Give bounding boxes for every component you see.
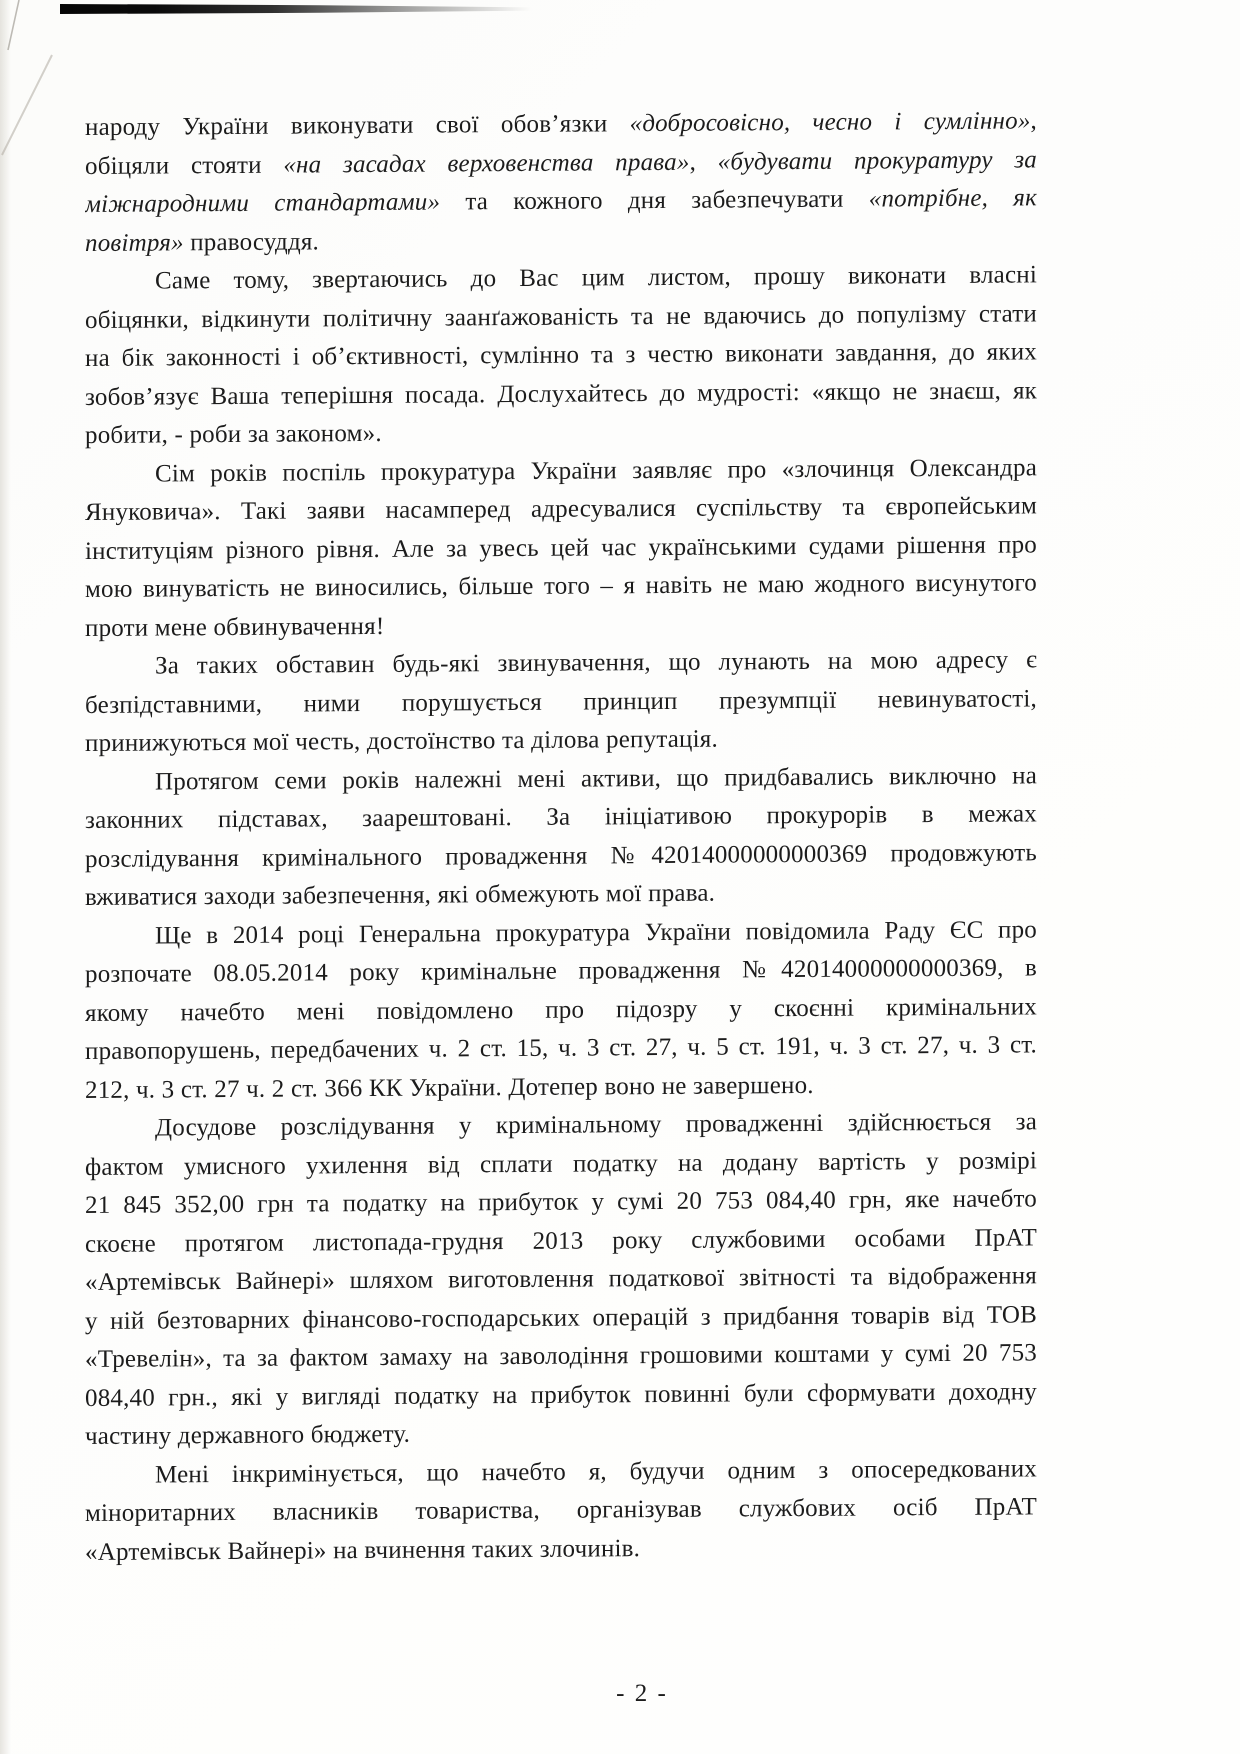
document-line-segment: 212, ч. 3 ст. 27 ч. 2 ст. 366 КК України. Дотепер воно не завершено. <box>85 1071 814 1104</box>
document-line <box>85 1103 1037 1148</box>
document-line <box>85 603 1037 648</box>
document-line <box>85 179 1037 224</box>
document-line <box>85 1219 1037 1264</box>
document-line-segment: законних підставах, заарештовані. За ініціативою прокурорів в межах <box>85 800 1037 834</box>
document-line-segment: безпідставними, ними порушується принцип презумпції невинуватості, <box>85 684 1037 719</box>
document-line-segment: Досудове розслідування у кримінальному провадженні здійснюється за <box>155 1108 1037 1142</box>
document-line <box>85 641 1037 686</box>
document-line-segment: та кожного дня забезпечувати <box>440 185 869 216</box>
document-line <box>85 988 1037 1033</box>
document-line-segment: обіцянки, відкинути політичну заанґажованість та не вдаючись до популізму стати <box>85 299 1037 334</box>
document-line <box>85 141 1037 186</box>
document-line <box>85 795 1037 840</box>
document-line <box>85 1142 1037 1187</box>
document-line-segment: інституціям різного рівня. Але за увесь цей час українськими судами рішення про <box>85 530 1037 565</box>
document-line <box>85 410 1037 455</box>
document-line-segment-italic: повітря» <box>85 228 184 257</box>
document-line-segment: , <box>1030 107 1037 135</box>
document-line-segment: вживатися заходи забезпечення, які обмежують мої права. <box>85 879 716 911</box>
document-line <box>85 680 1037 725</box>
document-line <box>85 333 1037 378</box>
document-line-segment: частину державного бюджету. <box>85 1420 411 1450</box>
document-line <box>85 564 1037 609</box>
document-line-segment: скоєне протягом листопада-грудня 2013 року службовими особами ПрАТ <box>85 1223 1037 1258</box>
document-line-segment: на бік законності і об’єктивності, сумлінно та з честю виконати завдання, до яких <box>85 338 1037 372</box>
document-line-segment: «Артемівськ Вайнері» шляхом виготовлення податкової звітності та відображення <box>85 1262 1037 1296</box>
document-line <box>85 526 1037 571</box>
document-line-segment: 21 845 352,00 грн та податку на прибуток у сумі 20 753 084,40 грн, яке начебто <box>85 1185 1037 1219</box>
document-line-segment: розпочате 08.05.2014 року кримінальне провадження №42014000000000369, в <box>85 954 1037 988</box>
document-line-segment: Сім років поспіль прокуратура України заявляє про «злочинця Олександра <box>155 453 1037 488</box>
document-line <box>85 872 1037 917</box>
document-line <box>85 1527 1037 1572</box>
document-line-segment: «Артемівськ Вайнері» на вчинення таких злочинів. <box>85 1534 641 1566</box>
document-line-segment: Януковича». Такі заяви насамперед адресувалися суспільству та європейським <box>85 492 1037 526</box>
document-line <box>85 1373 1037 1418</box>
document-line <box>85 949 1037 994</box>
document-line-segment: фактом умисного ухилення від сплати податку на додану вартість у розмірі <box>85 1146 1037 1181</box>
document-line-segment: якому начебто мені повідомлено про підозру у скоєнні кримінальних <box>85 992 1037 1027</box>
document-line-segment: народу України виконувати свої обов’язки <box>85 110 630 141</box>
document-line <box>85 449 1037 494</box>
document-line <box>85 1334 1037 1379</box>
document-line-segment: правопорушень, передбачених ч. 2 ст. 15, ч. 3 ст. 27, ч. 5 ст. 191, ч. 3 ст. 27, ч. 3 ст. <box>85 1031 1037 1065</box>
document-line-segment-italic: «на засадах верховенства права» <box>283 148 690 179</box>
document-line <box>85 834 1037 879</box>
document-line <box>85 295 1037 340</box>
document-line-segment: розслідування кримінального провадження №42014000000000369 продовжують <box>85 838 1037 873</box>
document-line <box>85 1065 1037 1110</box>
document-line-segment: мою винуватість не виносились, більше того – я навіть не маю жодного висунутого <box>85 569 1037 603</box>
document-line-segment: Саме тому, звертаючись до Вас цим листом, прошу виконати власні <box>155 261 1037 295</box>
document-line <box>85 487 1037 532</box>
document-text <box>85 102 1037 1572</box>
document-line-segment: 084,40 грн., які у вигляді податку на прибуток повинні були сформувати доходну <box>85 1377 1037 1412</box>
document-line-segment: робити, - роби за законом». <box>85 419 382 449</box>
page-number: - 2 - <box>616 1680 668 1707</box>
page-edge-shading <box>0 0 11 1754</box>
document-line-segment-italic: «добросовісно, чесно і сумлінно» <box>629 107 1031 138</box>
document-line-segment: Протягом семи років належні мені активи, що придбавались виключно на <box>155 761 1037 796</box>
document-line-segment: За таких обставин будь-які звинувачення, що лунають на мою адресу є <box>155 646 1037 680</box>
document-line-segment: Мені інкримінується, що начебто я, будучи одним з опосередкованих <box>155 1454 1037 1489</box>
document-line-segment: у ній безтоварних фінансово-господарських операцій з придбання товарів від ТОВ <box>85 1300 1037 1335</box>
document-line-segment: обіцяли стояти <box>85 151 284 180</box>
document-line <box>85 372 1037 417</box>
document-line <box>85 1488 1037 1533</box>
document-line-segment: проти мене обвинувачення! <box>85 612 385 642</box>
document-line <box>85 911 1037 956</box>
document-line <box>85 1257 1037 1302</box>
document-line <box>85 1450 1037 1495</box>
document-line <box>85 1026 1037 1071</box>
document-line <box>85 102 1037 147</box>
document-line-segment: міноритарних власників товариства, організував службових осіб ПрАТ <box>85 1493 1037 1527</box>
document-line <box>85 256 1037 301</box>
document-line <box>85 718 1037 763</box>
document-line-segment: зобов’язує Ваша теперішня посада. Дослухайтесь до мудрості: «якщо не знаєш, як <box>85 376 1037 411</box>
document-line-segment: правосуддя. <box>183 227 320 256</box>
document-line-segment-italic: міжнародними стандартами» <box>85 188 441 218</box>
document-line <box>85 1180 1037 1225</box>
document-line-segment-italic: «потрібне, як <box>868 184 1037 213</box>
document-line-segment: , <box>689 148 718 176</box>
document-line <box>85 1296 1037 1341</box>
document-line <box>85 757 1037 802</box>
document-line <box>85 1411 1037 1456</box>
document-line <box>85 218 1037 263</box>
document-line-segment: принижуються мої честь, достоїнство та ділова репутація. <box>85 725 718 757</box>
document-line-segment-italic: «будувати прокуратуру за <box>717 145 1037 176</box>
document-line-segment: «Тревелін», та за фактом замаху на заволодіння грошовими коштами у сумі 20 753 <box>85 1339 1037 1373</box>
document-line-segment: Ще в 2014 році Генеральна прокуратура України повідомила Раду ЄС про <box>155 915 1037 950</box>
